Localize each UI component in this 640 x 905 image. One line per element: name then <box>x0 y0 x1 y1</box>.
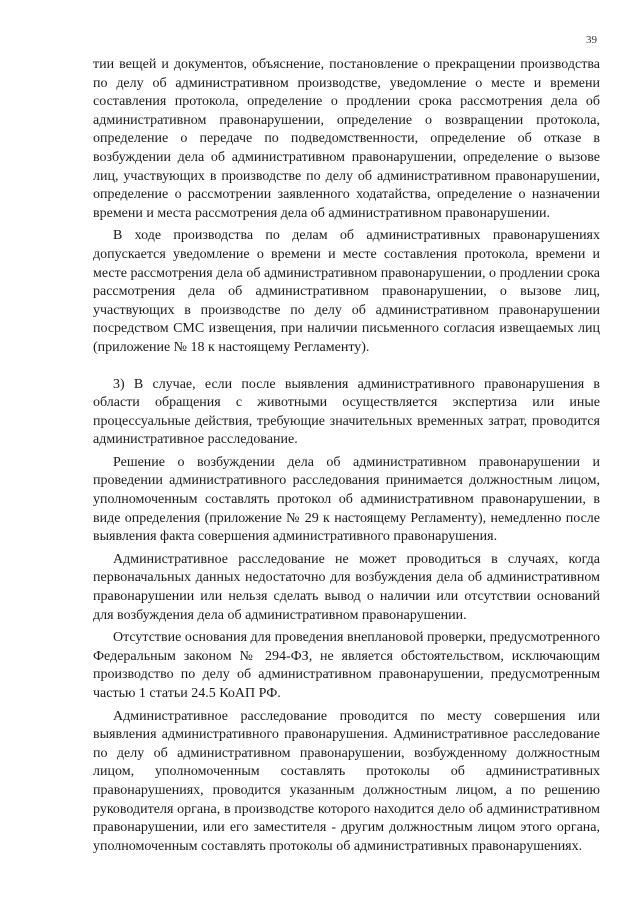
paragraph-item-3: 3) В случае, если после выявления административного правонарушения в области обращения с животными осуществляется экспертиза или иные процессуальные действия, требующие значительных временных затрат, проводится административное расследование. <box>93 376 600 448</box>
paragraph-investigation-limits: Административное расследование не может проводиться в случаях, когда первоначальных данных недостаточно для возбуждения дела об административном правонарушении или нельзя сделать вывод о наличии или отсутствии оснований для возбуждения дела об административном правонарушении. <box>93 551 600 623</box>
document-body <box>93 56 600 856</box>
paragraph-continuation: тии вещей и документов, объяснение, постановление о прекращении производства по делу об административном производстве, уведомление о месте и времени составления протокола, определение о продлении срока рассмотрения дела об административном правонарушении, определение о возвращении протокола, определение о передаче по подведомственности, определение об отказе в возбуждении дела об административном правонарушении, определение о вызове лиц, участвующих в производстве по делу об административном правонарушении, определение о рассмотрении заявленного ходатайства, определение о назначении времени и места рассмотрения дела об административном правонарушении. <box>93 57 600 221</box>
paragraph-investigation-place: Административное расследование проводится по месту совершения или выявления административного правонарушения. Административное расследование по делу об административном правонарушении, возбужденному должностным лицом, уполномоченным составлять протоколы об административных правонарушениях, проводится указанным должностным лицом, а по решению руководителя органа, в производстве которого находится дело об административном правонарушении, или его заместителя - другим должностным лицом этого органа, уполномоченным составлять протоколы об административных правонарушениях. <box>93 708 600 854</box>
paragraph-decision: Решение о возбуждении дела об административном правонарушении и проведении административного расследования принимается должностным лицом, уполномоченным составлять протокол об административном правонарушении, в виде определения (приложение № 29 к настоящему Регламенту), немедленно после выявления факта совершения административного правонарушения. <box>93 454 600 545</box>
paragraph-sms-notification: В ходе производства по делам об административных правонарушениях допускается уведомление о времени и месте составления протокола, времени и месте рассмотрения дела об административном правонарушении, о продлении срока рассмотрения дела об административном правонарушении, о вызове лиц, участвующих в производстве по делу об административном правонарушении посредством СМС извещения, при наличии письменного согласия извещаемых лиц (приложение № 18 к настоящему Регламенту). <box>93 228 600 355</box>
page-number: 39 <box>586 34 597 46</box>
paragraph-no-grounds: Отсутствие основания для проведения внеплановой проверки, предусмотренного Федеральным законом № 294-ФЗ, не является обстоятельством, исключающим производство по делу об административном правонарушении, предусмотренным частью 1 статьи 24.5 КоАП РФ. <box>93 630 600 701</box>
